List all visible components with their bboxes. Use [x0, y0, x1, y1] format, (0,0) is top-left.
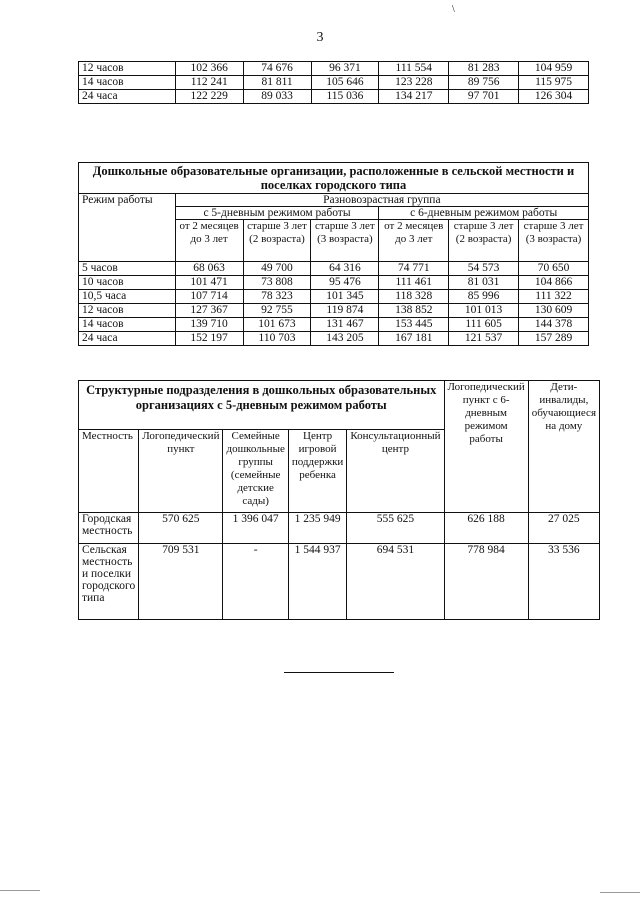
- cell: 111 461: [379, 276, 449, 290]
- cell: 97 701: [449, 90, 519, 104]
- column-header: Консультационный центр: [347, 430, 444, 513]
- table-row: [79, 513, 600, 544]
- row-label: 24 часа: [79, 332, 176, 346]
- cell: 110 703: [243, 332, 311, 346]
- cell: 123 228: [379, 76, 449, 90]
- cell: 694 531: [347, 544, 444, 620]
- age-header: от 2 месяцев до 3 лет: [379, 220, 449, 262]
- age-header: старше 3 лет (2 возраста): [243, 220, 311, 262]
- cell: 101 471: [175, 276, 243, 290]
- row-label: 14 часов: [79, 76, 176, 90]
- age-header: старше 3 лет (2 возраста): [449, 220, 519, 262]
- cell: 68 063: [175, 262, 243, 276]
- locality-header: Местность: [79, 430, 139, 513]
- cell: 127 367: [175, 304, 243, 318]
- column-header: Семейные дошкольные группы (семейные детские сады): [223, 430, 288, 513]
- cell: 95 476: [311, 276, 379, 290]
- page-number: 3: [316, 30, 324, 45]
- cell: 81 811: [243, 76, 311, 90]
- cell: 54 573: [449, 262, 519, 276]
- cell: 143 205: [311, 332, 379, 346]
- cell: 570 625: [139, 513, 223, 544]
- table-title: Дошкольные образовательные организации, расположенные в сельской местности и поселках городского типа: [79, 163, 589, 194]
- row-label: Городская местность: [79, 513, 139, 544]
- row-label: 10,5 часа: [79, 290, 176, 304]
- cell: 96 371: [311, 62, 379, 76]
- cell: 111 605: [449, 318, 519, 332]
- corner-mark: \: [452, 4, 455, 15]
- column-header: Центр игровой поддержки ребенка: [288, 430, 346, 513]
- cell: 111 554: [379, 62, 449, 76]
- footer-mark-left: [0, 890, 40, 891]
- speech-point-6day-header: Логопедический пункт с 6-дневным режимом работы: [444, 381, 528, 513]
- cell: 118 328: [379, 290, 449, 304]
- cell: 1 235 949: [288, 513, 346, 544]
- cell: 121 537: [449, 332, 519, 346]
- six-day-header: с 6-дневным режимом работы: [379, 207, 589, 220]
- cell: 105 646: [311, 76, 379, 90]
- table-continuation: [78, 61, 589, 104]
- cell: 709 531: [139, 544, 223, 620]
- cell: 101 345: [311, 290, 379, 304]
- age-header: старше 3 лет (3 возраста): [311, 220, 379, 262]
- cell: 139 710: [175, 318, 243, 332]
- age-header: старше 3 лет (3 возраста): [519, 220, 589, 262]
- row-label: 24 часа: [79, 90, 176, 104]
- mode-header: Режим работы: [79, 194, 176, 262]
- structural-units-table: [78, 380, 600, 620]
- cell: 1 544 937: [288, 544, 346, 620]
- table-row: [79, 62, 589, 76]
- group-header: Разновозрастная группа: [175, 194, 588, 207]
- row-label: 12 часов: [79, 62, 176, 76]
- cell: 101 673: [243, 318, 311, 332]
- cell: 131 467: [311, 318, 379, 332]
- cell: 107 714: [175, 290, 243, 304]
- cell: 81 283: [449, 62, 519, 76]
- cell: 115 036: [311, 90, 379, 104]
- age-header: от 2 месяцев до 3 лет: [175, 220, 243, 262]
- cell: 64 316: [311, 262, 379, 276]
- cell: 555 625: [347, 513, 444, 544]
- table-row: [79, 276, 589, 290]
- five-day-header: с 5-дневным режимом работы: [175, 207, 379, 220]
- footer-mark-right: [600, 892, 640, 893]
- cell: 85 996: [449, 290, 519, 304]
- cell: 144 378: [519, 318, 589, 332]
- table-row: [79, 304, 589, 318]
- cell: 157 289: [519, 332, 589, 346]
- cell: 89 756: [449, 76, 519, 90]
- cell: 119 874: [311, 304, 379, 318]
- table-title: Структурные подразделения в дошкольных образовательных организациях с 5-дневным режимом работы: [79, 381, 445, 430]
- cell: 115 975: [519, 76, 589, 90]
- cell: 111 322: [519, 290, 589, 304]
- cell: 778 984: [444, 544, 528, 620]
- row-label: Сельская местность и поселки городского типа: [79, 544, 139, 620]
- cell: 112 241: [175, 76, 243, 90]
- cell: 130 609: [519, 304, 589, 318]
- cell: 27 025: [528, 513, 599, 544]
- row-label: 14 часов: [79, 318, 176, 332]
- cell: 89 033: [243, 90, 311, 104]
- table-row: [79, 90, 589, 104]
- cell: 70 650: [519, 262, 589, 276]
- cell: 33 536: [528, 544, 599, 620]
- table-row: [79, 332, 589, 346]
- table-row: [79, 544, 600, 620]
- cell: 92 755: [243, 304, 311, 318]
- end-rule: [284, 672, 394, 673]
- cell: 104 866: [519, 276, 589, 290]
- column-header: Логопедический пункт: [139, 430, 223, 513]
- cell: 138 852: [379, 304, 449, 318]
- cell: 104 959: [519, 62, 589, 76]
- cell: 74 771: [379, 262, 449, 276]
- cell: 152 197: [175, 332, 243, 346]
- cell: 153 445: [379, 318, 449, 332]
- row-label: 12 часов: [79, 304, 176, 318]
- cell: 134 217: [379, 90, 449, 104]
- cell: 167 181: [379, 332, 449, 346]
- cell: 626 188: [444, 513, 528, 544]
- cell: 122 229: [175, 90, 243, 104]
- rural-preschool-table: [78, 162, 589, 346]
- disabled-children-header: Дети-инвалиды, обучающиеся на дому: [528, 381, 599, 513]
- cell: 74 676: [243, 62, 311, 76]
- table-row: [79, 318, 589, 332]
- cell: 81 031: [449, 276, 519, 290]
- cell: 78 323: [243, 290, 311, 304]
- cell: 101 013: [449, 304, 519, 318]
- table-row: [79, 76, 589, 90]
- cell: 1 396 047: [223, 513, 288, 544]
- table-row: [79, 290, 589, 304]
- row-label: 10 часов: [79, 276, 176, 290]
- cell: 49 700: [243, 262, 311, 276]
- cell: 126 304: [519, 90, 589, 104]
- table-row: [79, 262, 589, 276]
- cell: 73 808: [243, 276, 311, 290]
- cell: -: [223, 544, 288, 620]
- row-label: 5 часов: [79, 262, 176, 276]
- cell: 102 366: [175, 62, 243, 76]
